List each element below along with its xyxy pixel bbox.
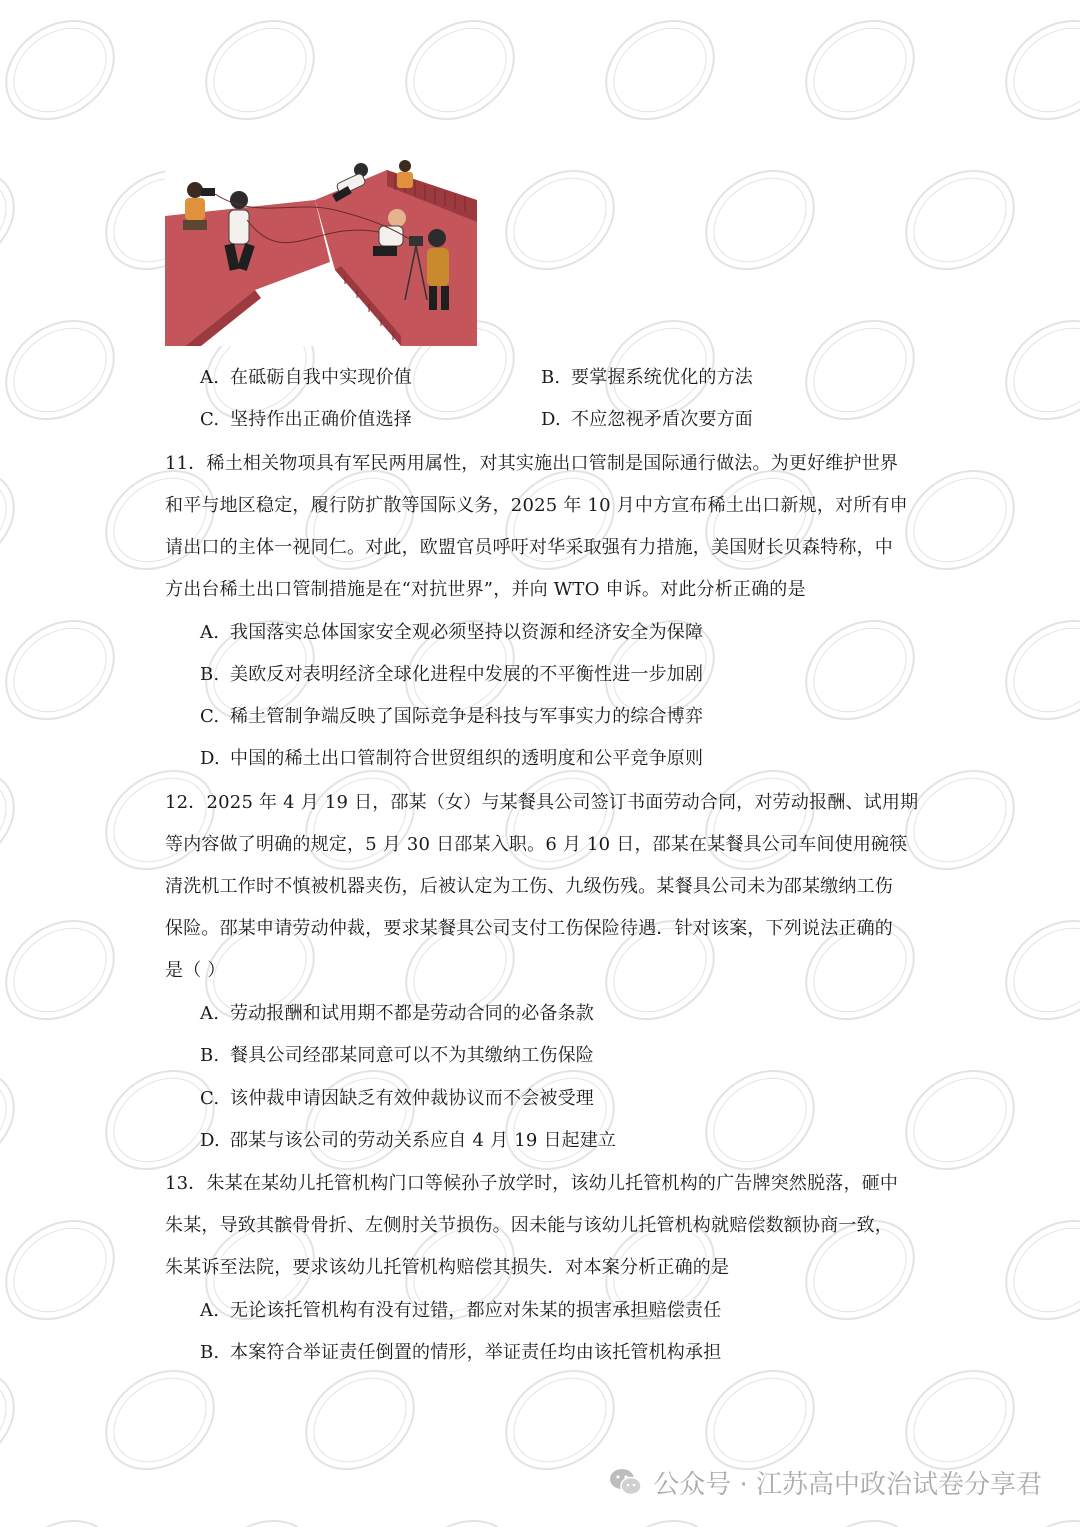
q11-stem-line: 11．稀土相关物项具有军民两用属性，对其实施出口管制是国际通行做法。为更好维护世界 (165, 453, 899, 474)
option-text: 本案符合举证责任倒置的情形，举证责任均由该托管机构承担 (230, 1342, 722, 1363)
option-text: 无论该托管机构有没有过错，都应对朱某的损害承担赔偿责任 (230, 1300, 722, 1321)
option-label: B. (200, 1342, 220, 1363)
option-label: C. (200, 409, 220, 430)
cartoon-illustration (165, 160, 477, 346)
q12-option-b (200, 1044, 594, 1068)
option-text: 在砥砺自我中实现价值 (230, 367, 412, 388)
q11-stem-line: 和平与地区稳定，履行防扩散等国际义务，2025 年 10 月中方宣布稀土出口新规，对所有申 (165, 495, 908, 516)
footer-brand-text: 公众号 · 江苏高中政治试卷分享君 (653, 1469, 1042, 1500)
option-text: 稀土管制争端反映了国际竞争是科技与军事实力的综合博弈 (230, 706, 704, 727)
wechat-icon (609, 1467, 643, 1497)
option-text: 邵某与该公司的劳动关系应自 4 月 19 日起建立 (230, 1130, 617, 1151)
q13-stem-line: 朱某诉至法院，要求该幼儿托管机构赔偿其损失．对本案分析正确的是 (165, 1257, 730, 1278)
option-label: D. (541, 409, 561, 430)
option-label: A. (200, 622, 220, 643)
q10-option-c (200, 408, 412, 432)
q10-option-a (200, 366, 412, 390)
q12-stem-line: 是（ ） (165, 960, 226, 981)
q12-stem-line: 等内容做了明确的规定，5 月 30 日邵某入职。6 月 10 日，邵某在某餐具公司车间使用碗筷 (165, 834, 908, 855)
q12-option-a (200, 1002, 594, 1026)
option-label: D. (200, 748, 220, 769)
option-label: B. (541, 367, 561, 388)
q11-stem-line: 方出台稀土出口管制措施是在“对抗世界”，并向 WTO 申诉。对此分析正确的是 (165, 579, 806, 600)
option-label: B. (200, 664, 220, 685)
option-text: 餐具公司经邵某同意可以不为其缴纳工伤保险 (230, 1045, 594, 1066)
option-text: 不应忽视矛盾次要方面 (571, 409, 753, 430)
option-label: A. (200, 367, 220, 388)
option-text: 我国落实总体国家安全观必须坚持以资源和经济安全为保障 (230, 622, 704, 643)
option-label: A. (200, 1003, 220, 1024)
option-label: B. (200, 1045, 220, 1066)
option-text: 中国的稀土出口管制符合世贸组织的透明度和公平竞争原则 (230, 748, 704, 769)
q11-option-a (200, 621, 703, 645)
option-text: 要掌握系统优化的方法 (571, 367, 753, 388)
q13-option-b (200, 1341, 721, 1365)
q11-option-c (200, 705, 703, 729)
option-text: 该仲裁申请因缺乏有效仲裁协议而不会被受理 (230, 1088, 594, 1109)
q13-option-a (200, 1299, 721, 1323)
q12-stem-line: 清洗机工作时不慎被机器夹伤，后被认定为工伤、九级伤残。某餐具公司未为邵某缴纳工伤 (165, 876, 893, 897)
q12-option-c (200, 1087, 594, 1111)
option-text: 美欧反对表明经济全球化进程中发展的不平衡性进一步加剧 (230, 664, 704, 685)
footer-brand (609, 1462, 1042, 1502)
option-label: D. (200, 1130, 220, 1151)
option-label: C. (200, 706, 220, 727)
q10-option-b (541, 366, 753, 390)
q10-option-d (541, 408, 753, 432)
q11-stem-line: 请出口的主体一视同仁。对此，欧盟官员呼吁对华采取强有力措施，美国财长贝森特称，中 (165, 537, 893, 558)
q11-option-d (200, 747, 703, 771)
q12-option-d (200, 1129, 616, 1153)
option-text: 坚持作出正确价值选择 (230, 409, 412, 430)
q12-stem-line: 保险。邵某申请劳动仲裁，要求某餐具公司支付工伤保险待遇．针对该案，下列说法正确的 (165, 918, 893, 939)
q11-option-b (200, 663, 703, 687)
option-label: A. (200, 1300, 220, 1321)
option-label: C. (200, 1088, 220, 1109)
option-text: 劳动报酬和试用期不都是劳动合同的必备条款 (230, 1003, 594, 1024)
q12-stem-line: 12．2025 年 4 月 19 日，邵某（女）与某餐具公司签订书面劳动合同，对劳动报酬、试用期 (165, 792, 919, 813)
q13-stem-line: 13．朱某在某幼儿托管机构门口等候孙子放学时，该幼儿托管机构的广告牌突然脱落，砸中 (165, 1173, 899, 1194)
q13-stem-line: 朱某，导致其髌骨骨折、左侧肘关节损伤。因未能与该幼儿托管机构就赔偿数额协商一致， (165, 1215, 893, 1236)
